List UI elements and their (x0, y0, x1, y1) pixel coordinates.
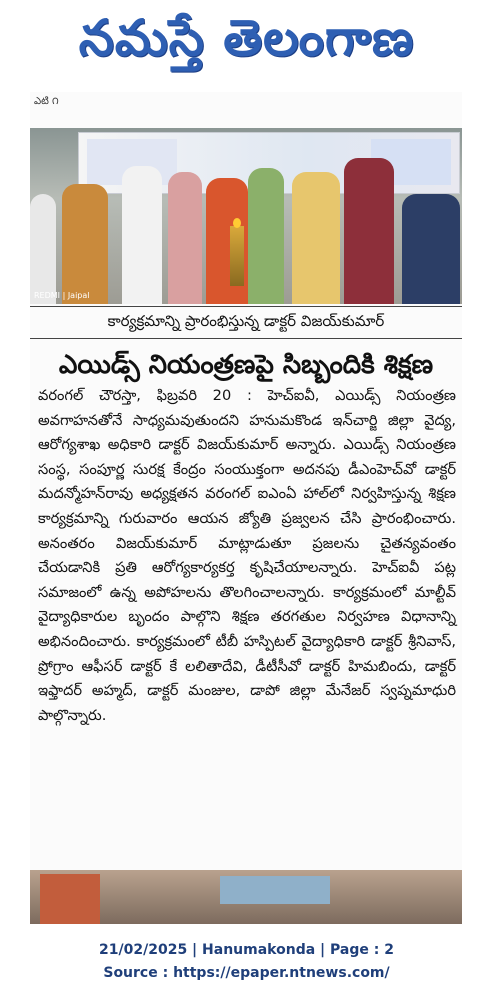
photo-caption: కార్యక్రమాన్ని ప్రారంభిస్తున్న డాక్టర్ విజయ్‌కుమార్ (107, 312, 385, 330)
source-link[interactable]: Source : https://epaper.ntnews.com/ (103, 965, 390, 981)
edition-meta: 21/02/2025 | Hanumakonda | Page : 2 (99, 942, 394, 958)
person-figure (292, 172, 340, 304)
masthead (0, 0, 493, 88)
person-figure (30, 194, 56, 304)
oil-lamp (230, 226, 244, 286)
photo-credit: REDMI | Jaipal (34, 291, 90, 300)
person-figure (168, 172, 202, 304)
caption-bottom-rule (30, 338, 462, 339)
caption-top-rule (30, 306, 462, 307)
person-figure (122, 166, 162, 304)
lamp-flame (233, 218, 241, 228)
secondary-photo (30, 870, 462, 924)
event-photo (30, 128, 462, 304)
article-body: వరంగల్ చౌరస్తా, ఫిబ్రవరి 20 : హెచ్ఐవీ, ఎయిడ్స్ నియంత్రణ అవగాహనతోనే సాధ్యమవుతుందని హనుమకొండ ఇన్‌చార్జి జిల్లా వైద్య, ఆరోగ్యశాఖ అధికారి డాక్టర్ విజయ్‌కుమార్ అన్నారు. ఎయిడ్స్ నియంత్రణ సంస్థ, సంపూర్ణ సురక్ష కేంద్రం సంయుక్తంగా అదనపు డీఎంహెచ్‌వో డాక్టర్ మదన్మోహన్‌రావు అధ్యక్షతన వరంగల్ ఐఎంఏ హాల్‌లో నిర్వహిస్తున్న శిక్షణ కార్యక్రమాన్ని గురువారం ఆయన జ్యోతి ప్రజ్వలన చేసి ప్రారంభించారు. అనంతరం విజయ్‌కుమార్ మాట్లాడుతూ ప్రజలను చైతన్యవంతం చేయడానికి ప్రతి ఆరోగ్యకార్యకర్త కృషిచేయాలన్నారు. హెచ్ఐవీ పట్ల సమాజంలో ఉన్న అపోహలను తొలగించాలన్నారు. కార్యక్రమంలో మాల్టీవ్ వైద్యాధికారుల బృందం పాల్గొని శిక్షణ తరగతుల నిర్వహణ విధానాన్ని అభినందించారు. కార్యక్రమంలో టీబీ హస్పిటల్ వైద్యాధికారి డాక్టర్ శ్రీనివాస్, ప్రోగ్రాం ఆఫీసర్ డాక్టర్ కే లలితాదేవి, డీటీసీవో డాక్టర్ హిమబిందు, డాక్టర్ ఇఫ్తాదర్ అహ్మద్, డాక్టర్ మంజుల, డాపో జిల్లా మేనేజర్ స్వప్నమాధురి పాల్గొన్నారు. (38, 387, 456, 724)
person-figure (62, 184, 108, 304)
wall-sign (220, 876, 330, 904)
article-headline: ఎయిడ్స్ నియంత్రణపై సిబ్బందికి శిక్షణ (58, 350, 434, 380)
news-clipping (30, 92, 462, 924)
clip-top-fragment: ఎటి ౧ (34, 96, 59, 107)
newspaper-logo: నమస్తే తెలంగాణ (78, 8, 415, 67)
person-figure (344, 158, 394, 304)
person-figure (248, 168, 284, 304)
cabinet-shape (40, 874, 100, 924)
person-figure (402, 194, 460, 304)
